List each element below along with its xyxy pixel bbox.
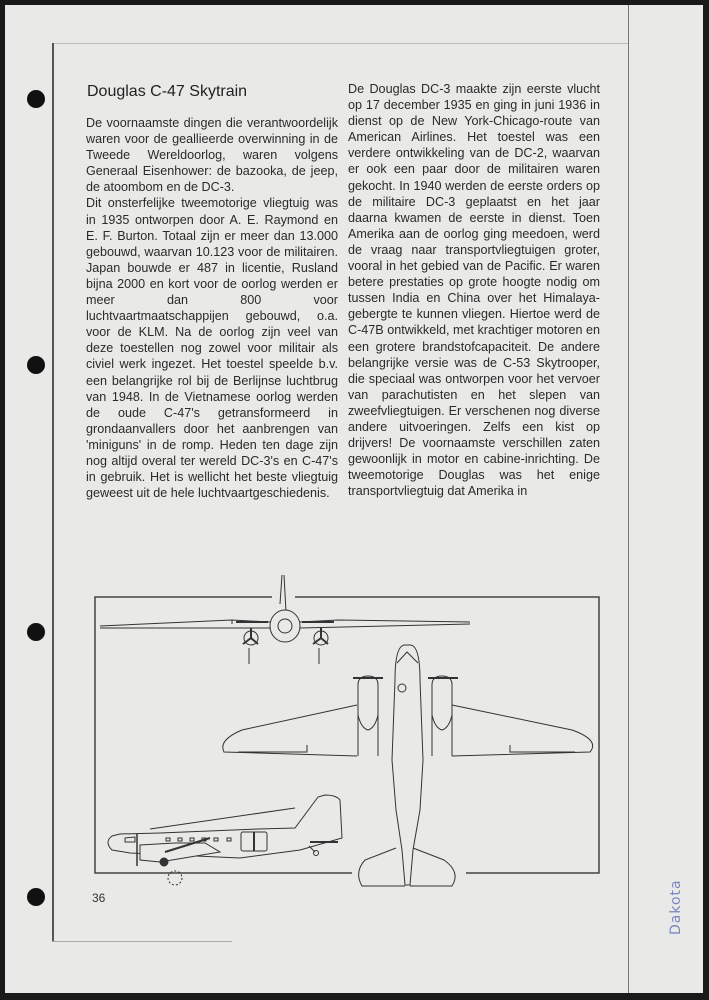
drawing-frame (95, 597, 599, 873)
paragraph: De Douglas DC-3 maakte zijn eerste vlucht op 17 december 1935 en ging in juni 1936 in dienst op de New York-Chicago-route van American Airlines. Het toestel was een verdere ontwikkeling van de DC-2, waarvan er ook een paar door de militairen waren gekocht. In 1940 werden de eerste orders op de militaire DC-3 geplaatst en het jaar daarna kwamen de eerste in dienst. Toen Amerika aan de oorlog ging meedoen, werd de vraag naar transportvliegtuigen groter, vooral in het gebied van de Pacific. Er waren betere prestaties op grote hoogte nodig om tussen India en China over het Himalaya-gebergte te kunnen vliegen. Hiertoe werd de C-47B ontwikkeld, met krachtiger motoren en een grotere brandstofcapaciteit. De andere belangrijke versie was de C-53 Skytrooper, die speciaal was ontworpen voor het vervoer van parachutisten en het slepen van zweefvliegtuigen. Er verschenen nog diverse andere uitvoeringen. Zelfs een kist op drijvers! De voornaamste verschillen zaten gewoonlijk in motor en cabine-inrichting. De tweemotorige Douglas was het enige transportvliegtuig dat Amerika in (348, 82, 600, 499)
side-view (108, 795, 342, 885)
page-number: 36 (92, 891, 106, 905)
paragraph: De voornaamste dingen die verantwoordelijk waren voor de geallieerde overwinning in de Tweede Wereldoorlog, waren volgens Generaal Eisenhower: de bazooka, de jeep, de atoombom en de DC-3. (86, 116, 338, 195)
handwritten-note: Dakota (668, 879, 684, 935)
paragraph: Dit onsterfelijke tweemotorige vliegtuig was in 1935 ontworpen door A. E. Raymond en E. F. Burton. Totaal zijn er meer dan 13.000 gebouwd, waarvan 10.123 voor de militairen. Japan bouwde er 487 in licentie, Rusland bijna 2000 en kort voor de oorlog werden er meer dan 800 voor luchtvaartmaatschappijen gebouwd, o.a. voor de KLM. Na de oorlog zijn veel van deze toestellen nog zowel voor militair als civiel werk ingezet. Het toestel speelde b.v. een belangrijke rol bij de Berlijnse luchtbrug van 1948. In de Vietnamese oorlog werden de oude C-47's getransformeerd in grondaanvallers door het aanbrengen van 'miniguns' in de romp. Heden ten dage zijn nog altijd overal ter wereld DC-3's en C-47's in gebruik. Het is wellicht het beste vliegtuig geweest uit de hele luchtvaartgeschiedenis. (86, 196, 338, 501)
article-title: Douglas C-47 Skytrain (87, 83, 248, 100)
